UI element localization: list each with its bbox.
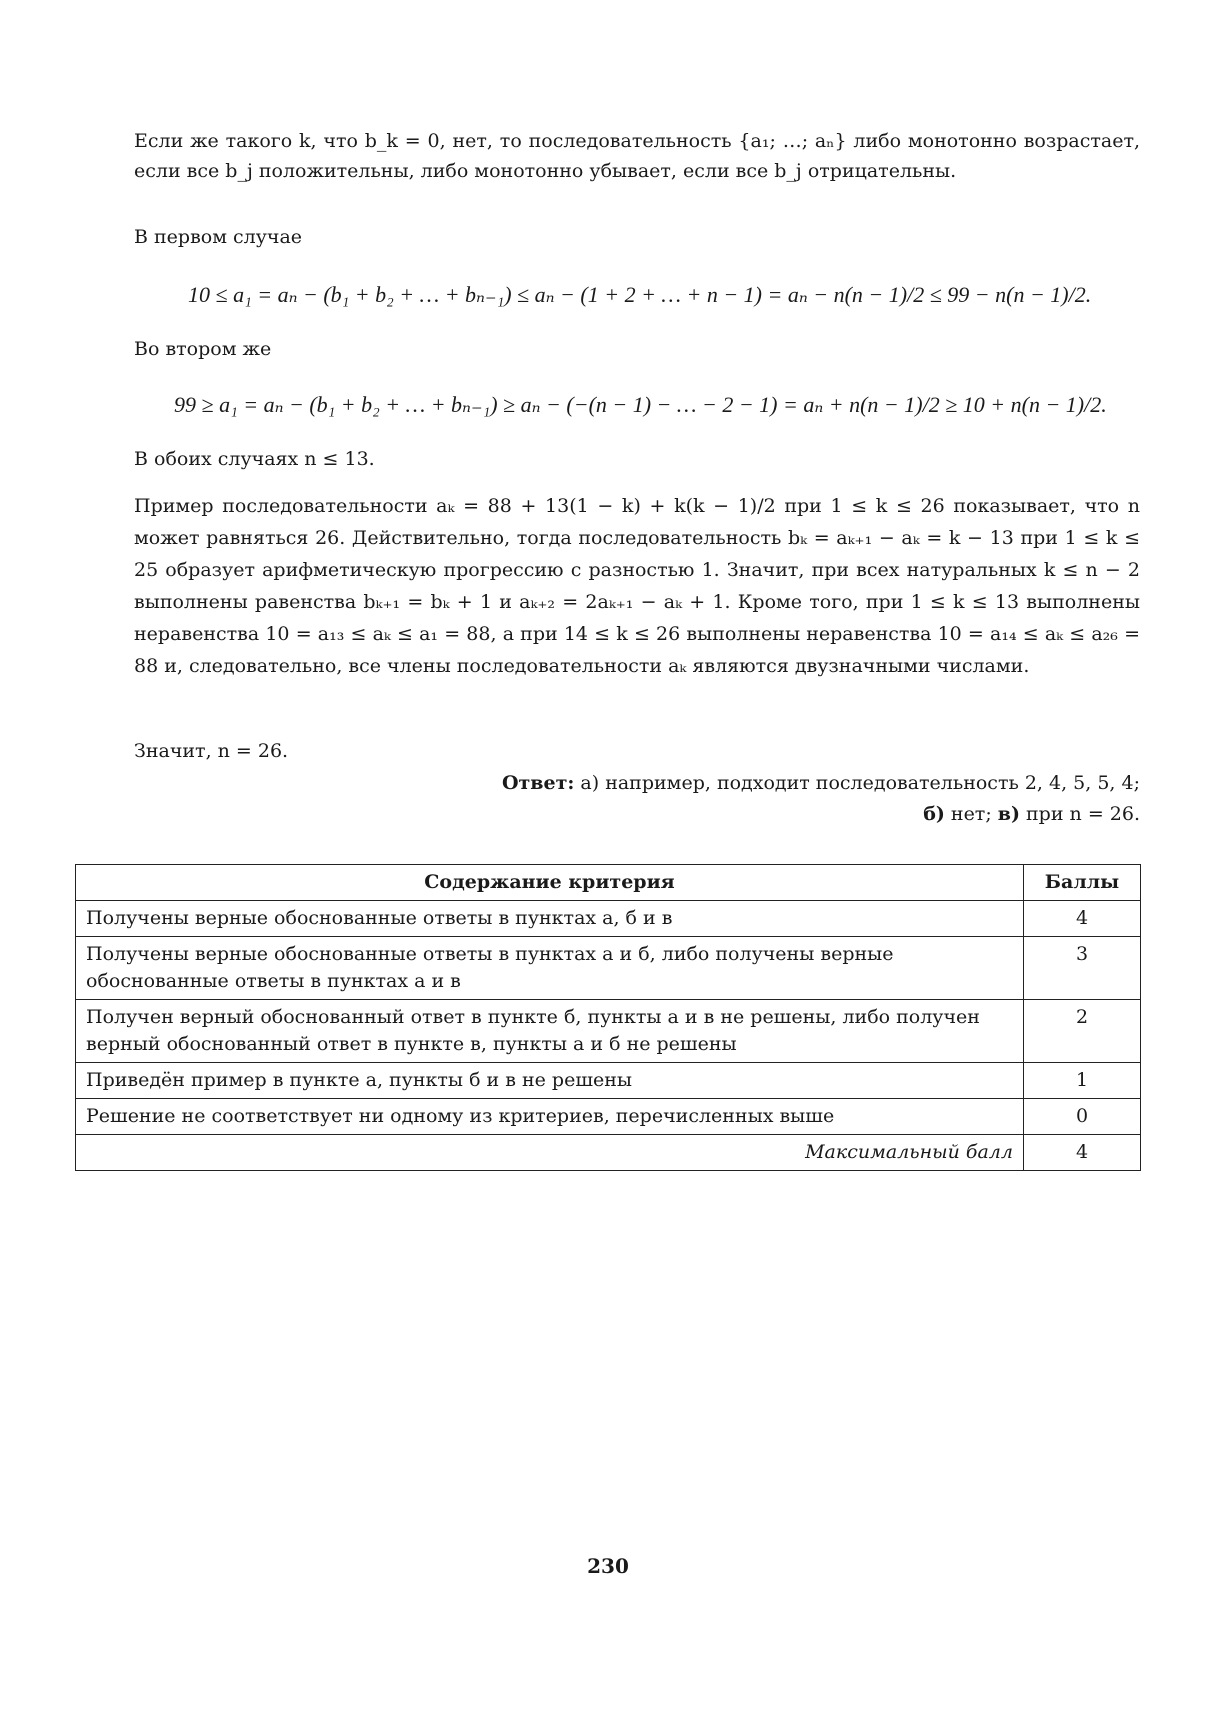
table-row (76, 1000, 1141, 1063)
table-row (76, 1099, 1141, 1135)
answer-part-v: при n = 26. (1019, 803, 1140, 825)
table-header-row (76, 865, 1141, 901)
answer-line-1 (502, 768, 1140, 799)
paragraph-first-case (134, 222, 1140, 252)
criterion-cell: Решение не соответствует ни одному из критериев, перечисленных выше (76, 1099, 1024, 1135)
paragraph-conclusion (134, 736, 1140, 766)
header-criterion: Содержание критерия (76, 865, 1024, 901)
paragraph-second-case (134, 334, 1140, 364)
answer-label: Ответ: (501, 772, 575, 794)
criterion-cell: Получены верные обоснованные ответы в пунктах а и б, либо получены верные обоснованные ответы в пунктах а и в (76, 937, 1024, 1000)
answer-part-b: нет; (944, 803, 998, 825)
paragraph-both-cases (134, 444, 1140, 474)
points-cell: 1 (1024, 1063, 1141, 1099)
max-score-label: Максимальный балл (76, 1135, 1024, 1171)
criteria-table (75, 864, 1141, 1171)
table-row (76, 901, 1141, 937)
points-cell: 4 (1024, 901, 1141, 937)
header-points: Баллы (1024, 865, 1141, 901)
table-max-row (76, 1135, 1141, 1171)
both-cases-text: В обоих случаях n ≤ 13. (134, 448, 375, 470)
formula-first-case: 10 ≤ a₁ = aₙ − (b₁ + b₂ + … + bₙ₋₁) ≤ aₙ − (1 + 2 + … + n − 1) = aₙ − n(n − 1)/2 ≤ 99 − n(n − 1)/2. (188, 282, 1092, 307)
answer-part-a: а) например, подходит последовательность 2, 4, 5, 5, 4; (574, 772, 1140, 794)
points-cell: 2 (1024, 1000, 1141, 1063)
answer-line-2 (502, 799, 1140, 830)
example-text: Пример последовательности aₖ = 88 + 13(1 − k) + k(k − 1)/2 при 1 ≤ k ≤ 26 показывает, что n может равняться 26. Действительно, тогда последовательность bₖ = aₖ₊₁ − aₖ = k − 13 при 1 ≤ k ≤ 25 образует арифметическую прогрессию с разностью 1. Значит, при всех натуральных k ≤ n − 2 выполнены равенства bₖ₊₁ = bₖ + 1 и aₖ₊₂ = 2aₖ₊₁ − aₖ + 1. Кроме того, при 1 ≤ k ≤ 13 выполнены неравенства 10 = a₁₃ ≤ aₖ ≤ a₁ = 88, а при 14 ≤ k ≤ 26 выполнены неравенства 10 = a₁₄ ≤ aₖ ≤ a₂₆ = 88 и, следовательно, все члены последовательности aₖ являются двузначными числами. (134, 495, 1140, 677)
paragraph-text: Если же такого k, что b_k = 0, нет, то последовательность {a₁; …; aₙ} либо монотонно возрастает, если все b_j положительны, либо монотонно убывает, если все b_j отрицательны. (134, 130, 1140, 182)
first-case-label: В первом случае (134, 226, 303, 248)
answer-b-label: б) (923, 803, 945, 825)
paragraph-monotonic (134, 126, 1140, 186)
answer-v-label: в) (997, 803, 1020, 825)
formula-second-case: 99 ≥ a₁ = aₙ − (b₁ + b₂ + … + bₙ₋₁) ≥ aₙ − (−(n − 1) − … − 2 − 1) = aₙ + n(n − 1)/2 ≥ 10 + n(n − 1)/2. (174, 392, 1107, 417)
table-row (76, 937, 1141, 1000)
table-row (76, 1063, 1141, 1099)
page-number: 230 (587, 1554, 629, 1578)
criterion-cell: Приведён пример в пункте а, пункты б и в не решены (76, 1063, 1024, 1099)
max-score-value: 4 (1024, 1135, 1141, 1171)
points-cell: 0 (1024, 1099, 1141, 1135)
second-case-label: Во втором же (134, 338, 272, 360)
criterion-cell: Получены верные обоснованные ответы в пунктах а, б и в (76, 901, 1024, 937)
points-cell: 3 (1024, 937, 1141, 1000)
answer-block (502, 768, 1140, 830)
paragraph-example (134, 490, 1140, 682)
conclusion-text: Значит, n = 26. (134, 740, 289, 762)
criterion-cell: Получен верный обоснованный ответ в пункте б, пункты а и в не решены, либо получен верный обоснованный ответ в пункте в, пункты а и б не решены (76, 1000, 1024, 1063)
